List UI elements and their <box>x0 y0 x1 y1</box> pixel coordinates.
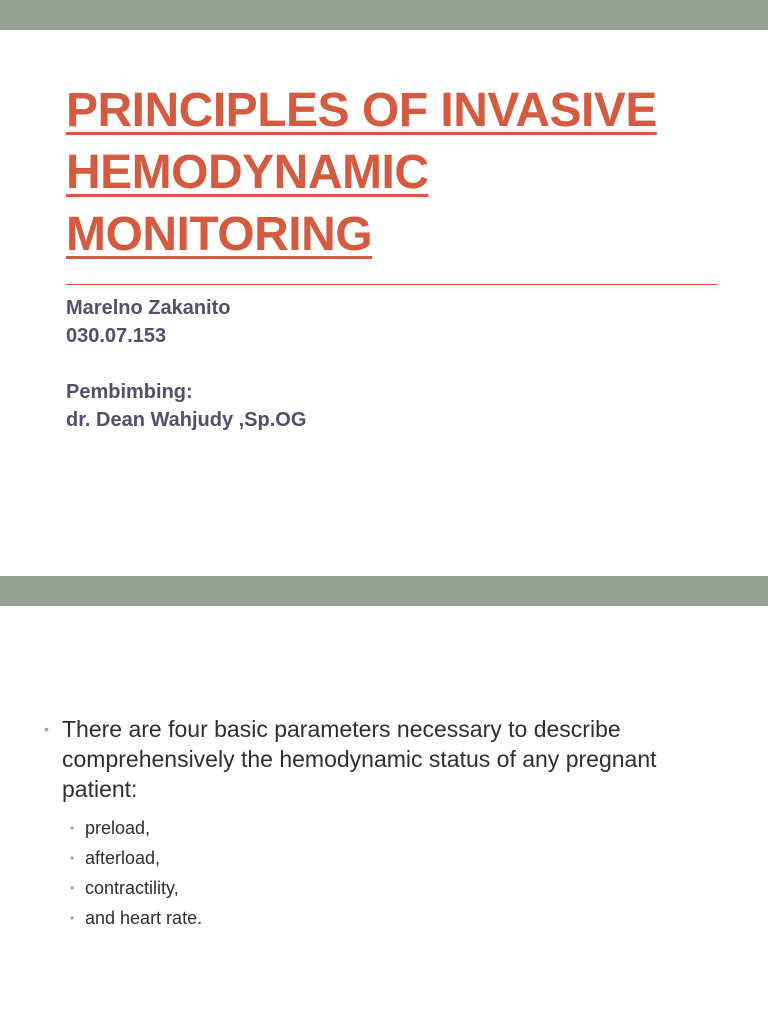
sub-bullet-text: afterload, <box>85 848 161 868</box>
slide-title <box>66 80 726 266</box>
sub-bullet-list <box>44 813 734 933</box>
top-band <box>0 0 768 30</box>
sub-bullet-text: preload, <box>85 818 151 838</box>
slide-content <box>44 714 734 933</box>
sub-bullet-text: contractility, <box>85 878 179 898</box>
supervisor-name: dr. Dean Wahjudy ,Sp.OG <box>66 409 307 431</box>
supervisor-label: Pembimbing: <box>66 381 193 403</box>
top-band <box>0 576 768 606</box>
title-line-2: HEMODYNAMIC <box>66 146 429 199</box>
bullet-icon: • <box>70 911 75 925</box>
list-item <box>70 873 734 903</box>
bullet-icon: • <box>70 881 75 895</box>
title-line-1: PRINCIPLES OF INVASIVE <box>66 84 657 137</box>
student-id: 030.07.153 <box>66 325 167 347</box>
sub-bullet-text: and heart rate. <box>85 908 203 928</box>
bullet-icon: • <box>44 721 49 737</box>
title-line-3: MONITORING <box>66 208 373 261</box>
subtitle-spacer <box>66 350 706 378</box>
slide-subtitle <box>66 294 706 434</box>
content-slide <box>0 576 768 1024</box>
list-item <box>70 843 734 873</box>
main-bullet <box>44 714 734 804</box>
title-divider <box>66 284 717 285</box>
main-bullet-text: There are four basic parameters necessary to describe comprehensively the hemodynamic status of any pregnant patient: <box>62 716 657 802</box>
bullet-icon: • <box>70 851 75 865</box>
list-item <box>70 903 734 933</box>
list-item <box>70 813 734 843</box>
bullet-icon: • <box>70 821 75 835</box>
author-name: Marelno Zakanito <box>66 297 231 319</box>
